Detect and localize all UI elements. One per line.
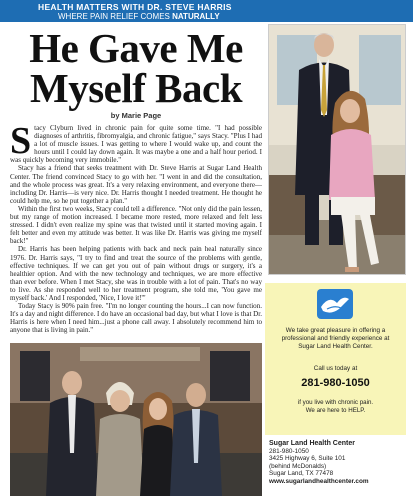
- tagline-emphasis: NATURALLY: [172, 12, 220, 21]
- article-paragraph: Stacy has a friend that seeks treatment with Dr. Steve Harris at Sugar Land Health Center. The friend convinced Stacy to go with her. "I went in and did the consultation, and the whole process was great. It's a very relaxing environment, and everyone there—including Dr. Harris—is very nice. Dr. Harris thought I needed treatment. He thought he could help me, so he put together a plan.": [10, 164, 262, 205]
- column-title: HEALTH MATTERS WITH DR. STEVE HARRIS: [38, 2, 232, 12]
- promo-call-text: Call us today at: [313, 365, 358, 372]
- drop-cap: S: [10, 124, 32, 162]
- clinic-address-line-2: (behind McDonalds): [269, 462, 327, 470]
- article-headline: [10, 25, 262, 111]
- clinic-phone: 281-980-1050: [269, 447, 309, 455]
- headline-line-1: He Gave Me: [29, 25, 243, 71]
- header-banner: [0, 0, 413, 22]
- promo-line-1: We take great pleasure in offering a: [285, 327, 386, 334]
- promo-phone: 281-980-1050: [301, 377, 370, 389]
- headline-line-2: Myself Back: [30, 65, 242, 111]
- clinic-address-line-1: 3425 Highway 6, Suite 101: [269, 455, 346, 463]
- contact-info: [269, 440, 411, 486]
- article-paragraph: Today Stacy is 90% pain free. "I'm no longer counting the hours...I can now function. It's a day and night difference. I do have an occasional bad day, but what I love is that Dr. Harris is here when I need him...just a phone call away. I absolutely recommend him to anyone that is living in pain.": [10, 302, 262, 335]
- article-body: [10, 124, 262, 340]
- promo-footer: [271, 399, 400, 415]
- article-paragraph: [10, 124, 262, 164]
- tagline-lead: WHERE PAIN RELIEF COMES: [58, 12, 173, 21]
- clinic-website-link[interactable]: www.sugarlandhealthcenter.com: [269, 477, 369, 485]
- promo-line-2: professional and friendly experience at: [281, 335, 390, 342]
- byline: by Marie Page: [110, 111, 162, 120]
- paragraph-text: tacy Clyburn lived in chronic pain for quite some time. "I had possible diagnoses of arthritis, fibromyalgia, and chronic fatigue," says Stacy. "Plus I had a lot of muscle issues. I was getting to where I would wake up, and count the hours until I could lay down again. It was maybe a one and a half hour period. I was quickly becoming very immobile.": [10, 124, 262, 165]
- clinic-name: Sugar Land Health Center: [269, 440, 355, 447]
- promo-footer-line-1: if you live with chronic pain.: [297, 399, 374, 406]
- promo-message: [271, 327, 400, 351]
- promo-footer-line-2: We are here to HELP.: [305, 407, 366, 414]
- promo-box: [265, 283, 406, 435]
- article-paragraph: Dr. Harris has been helping patients with back and neck pain heal naturally since 1976. Dr. Harris says, "I try to find and treat the source of the problems with gentle, effective techniques. If we can get you out of pain without drugs or surgery, it's a healthier option. And with the new technology and techniques, we are more effective than ever before. When I met Stacy, she was in trouble with a lot of pain. That's no way to live. As she responded well to her treatment program, she told me, 'You gave me myself back.' And I responded, 'Nice, I love it!'": [10, 245, 262, 302]
- bird-logo-icon: [317, 289, 353, 319]
- clinic-address-line-3: Sugar Land, TX 77478: [269, 470, 334, 478]
- article-paragraph: Within the first two weeks, Stacy could tell a difference. "Not only did the pain lessen, but my range of motion increased. I became more rested, more relaxed and felt less stressed. I didn't even realize my spine was that twisted until it started moving again. I felt better and even my attitude was better. It was like Dr. Harris was giving me myself back!": [10, 204, 262, 246]
- family-photo: [10, 343, 262, 496]
- column-tagline: [58, 12, 220, 21]
- promo-line-3: Sugar Land Health Center.: [298, 343, 373, 350]
- doctor-patient-photo: [268, 24, 406, 275]
